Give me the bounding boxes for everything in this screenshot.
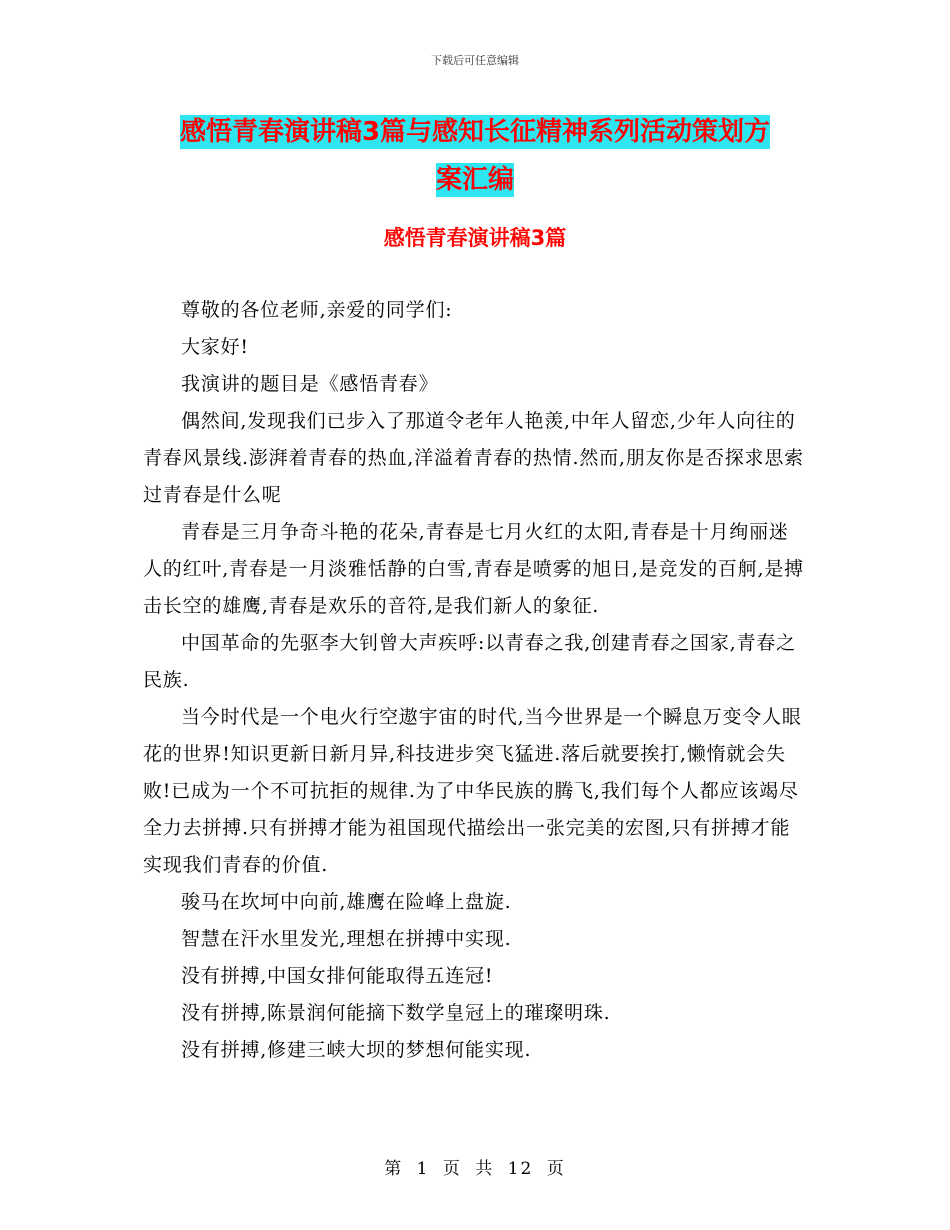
paragraph-hello: 大家好!	[181, 336, 249, 358]
paragraph: 没有拼搏,中国女排何能取得五连冠!	[181, 965, 494, 987]
paragraph-topic: 我演讲的题目是《感悟青春》	[181, 373, 439, 395]
paragraph: 骏马在坎坷中向前,雄鹰在险峰上盘旋.	[181, 891, 512, 913]
paragraph: 青春是三月争奇斗艳的花朵,青春是七月火红的太阳,青春是十月绚丽迷人的红叶,青春是一月淡雅恬静的白雪,青春是喷雾的旭日,是竞发的百舸,是搏击长空的雄鹰,青春是欢乐的音符,是我们新人的象征.	[143, 521, 804, 617]
speech-body	[143, 292, 807, 1069]
paragraph: 中国革命的先驱李大钊曾大声疾呼:以青春之我,创建青春之国家,青春之民族.	[143, 632, 796, 691]
paragraph: 当今时代是一个电火行空遨宇宙的时代,当今世界是一个瞬息万变令人眼花的世界!知识更新日新月异,科技进步突飞猛进.落后就要挨打,懒惰就会失败!已成为一个不可抗拒的规律.为了中华民族的腾飞,我们每个人都应该竭尽全力去拼搏.只有拼搏才能为祖国现代描绘出一张完美的宏图,只有拼搏才能实现我们青春的价值.	[143, 706, 802, 876]
page-footer: 第 1 页 共 12 页	[384, 1159, 566, 1179]
paragraph-greeting: 尊敬的各位老师,亲爱的同学们:	[181, 299, 453, 321]
document-title-line-1: 感悟青春演讲稿3篇与感知长征精神系列活动策划方	[179, 117, 771, 147]
paragraph: 智慧在汗水里发光,理想在拼搏中实现.	[181, 928, 512, 950]
document-title	[150, 108, 800, 204]
section-title: 感悟青春演讲稿3篇	[383, 226, 567, 250]
paragraph: 没有拼搏,陈景润何能摘下数学皇冠上的璀璨明珠.	[181, 1002, 611, 1024]
document-title-line-2: 案汇编	[435, 165, 514, 195]
paragraph: 没有拼搏,修建三峡大坝的梦想何能实现.	[181, 1039, 532, 1061]
paragraph: 偶然间,发现我们已步入了那道令老年人艳羡,中年人留恋,少年人向往的青春风景线.澎湃着青春的热血,洋溢着青春的热情.然而,朋友你是否探求思索过青春是什么呢	[143, 410, 804, 506]
header-note: 下载后可任意编辑	[431, 54, 519, 67]
